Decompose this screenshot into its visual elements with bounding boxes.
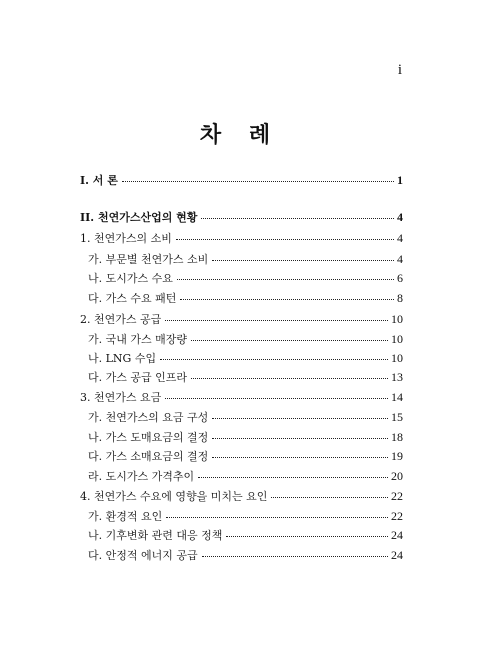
toc-entry-page: 18 <box>391 430 403 444</box>
toc-entry-page: 6 <box>397 271 403 285</box>
dot-leader <box>176 239 394 240</box>
toc-entry-page: 10 <box>391 332 403 346</box>
dot-leader <box>212 457 388 458</box>
toc-entry-label: 다. 가스 공급 인프라 <box>88 371 187 384</box>
dot-leader <box>212 260 394 261</box>
toc-entry-label: 나. LNG 수입 <box>88 352 157 365</box>
toc-entry-label: I. 서 론 <box>80 174 118 187</box>
toc-entry-label: 다. 안정적 에너지 공급 <box>88 549 198 562</box>
toc-entry-page: 14 <box>391 390 403 404</box>
toc-entry-label: 나. 도시가스 수요 <box>88 272 173 285</box>
toc-entry-label: 4. 천연가스 수요에 영향을 미치는 요인 <box>80 490 268 503</box>
toc-entry-page: 22 <box>391 489 403 503</box>
toc-entry-label: 나. 가스 도매요금의 결정 <box>88 431 209 444</box>
toc-entry-page: 10 <box>391 351 403 365</box>
toc-entry-label: 다. 가스 수요 패턴 <box>88 292 177 305</box>
dot-leader <box>212 438 388 439</box>
dot-leader <box>122 181 394 182</box>
toc-entry-subsection <box>88 468 403 484</box>
toc-entry-page: 8 <box>397 291 403 305</box>
toc-entry-page: 22 <box>391 509 403 523</box>
page-number: i <box>397 62 402 78</box>
toc-entry-subsection <box>88 429 403 445</box>
toc-entry-subsection <box>88 350 403 366</box>
toc-entry-section-2 <box>80 311 403 327</box>
toc-entry-label: 가. 천연가스의 요금 구성 <box>88 411 209 424</box>
page-title: 차 례 <box>199 122 281 148</box>
dot-leader <box>198 477 388 478</box>
dot-leader <box>165 320 388 321</box>
dot-leader <box>160 359 388 360</box>
toc-entry-page: 15 <box>391 410 403 424</box>
toc-entry-section-4 <box>80 488 403 504</box>
toc-entry-subsection <box>88 251 403 267</box>
toc-entry-label: 2. 천연가스 공급 <box>80 313 162 326</box>
toc-entry-subsection <box>88 448 403 464</box>
toc-entry-page: 1 <box>397 173 403 187</box>
dot-leader <box>165 398 388 399</box>
toc-entry-subsection <box>88 527 403 543</box>
toc-entry-page: 19 <box>391 449 403 463</box>
toc-entry-page: 13 <box>391 370 403 384</box>
dot-leader <box>166 517 388 518</box>
toc-entry-page: 4 <box>397 231 403 245</box>
toc-entry-subsection <box>88 508 403 524</box>
toc-entry-introduction <box>80 172 403 188</box>
toc-entry-page: 4 <box>397 210 403 224</box>
toc-entry-label: 1. 천연가스의 소비 <box>80 232 172 245</box>
toc-entry-subsection <box>88 369 403 385</box>
dot-leader <box>202 556 388 557</box>
toc-entry-subsection <box>88 290 403 306</box>
toc-entry-subsection <box>88 270 403 286</box>
toc-entry-page: 24 <box>391 528 403 542</box>
toc-entry-page: 10 <box>391 312 403 326</box>
toc-entry-page: 24 <box>391 548 403 562</box>
toc-entry-section-1 <box>80 230 403 246</box>
toc-entry-label: 가. 국내 가스 매장량 <box>88 333 187 346</box>
toc-entry-subsection <box>88 409 403 425</box>
toc-entry-page: 4 <box>397 252 403 266</box>
toc-entry-page: 20 <box>391 469 403 483</box>
toc-entry-chapter-2 <box>80 209 403 225</box>
toc-entry-label: 가. 환경적 요인 <box>88 510 163 523</box>
toc-entry-label: 다. 가스 소매요금의 결정 <box>88 450 209 463</box>
toc-entry-label: 라. 도시가스 가격추이 <box>88 470 195 483</box>
toc-entry-subsection <box>88 547 403 563</box>
dot-leader <box>191 378 388 379</box>
toc-entry-subsection <box>88 331 403 347</box>
dot-leader <box>180 299 394 300</box>
toc-entry-label: 3. 천연가스 요금 <box>80 391 162 404</box>
dot-leader <box>212 418 388 419</box>
dot-leader <box>177 279 394 280</box>
toc-entry-section-3 <box>80 389 403 405</box>
dot-leader <box>201 218 394 219</box>
dot-leader <box>226 536 388 537</box>
toc-entry-label: 나. 기후변화 관련 대응 정책 <box>88 529 223 542</box>
dot-leader <box>191 340 388 341</box>
dot-leader <box>271 497 388 498</box>
toc-entry-label: II. 천연가스산업의 현황 <box>80 211 198 224</box>
toc-entry-label: 가. 부문별 천연가스 소비 <box>88 253 209 266</box>
